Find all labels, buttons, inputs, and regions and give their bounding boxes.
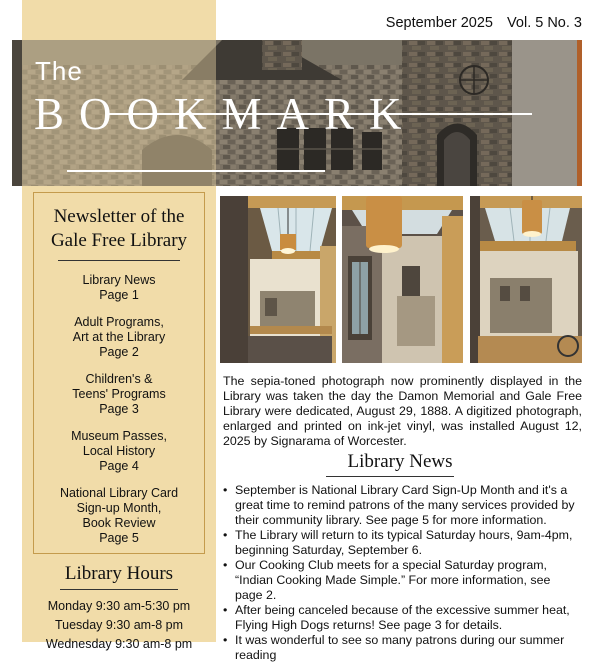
toc-line: Page 5: [99, 531, 139, 545]
toc-line: Page 3: [99, 402, 139, 416]
interior-photo-3: [470, 196, 582, 363]
toc-line: Local History: [82, 444, 156, 458]
toc-item: [34, 372, 204, 417]
contents-title-line2: Gale Free Library: [50, 230, 188, 251]
newsletter-title: BOOKMARK: [34, 89, 417, 139]
toc-item: [34, 315, 204, 360]
news-item: • September is National Library Card Sign-Up Month and it's a great time to remind patrons of the many services provided by their community library. See page 5 for more information.: [223, 483, 579, 528]
issue-volume: Vol. 5 No. 3: [507, 15, 582, 31]
toc-line: Teens' Programs: [72, 387, 166, 401]
toc-line: Book Review: [82, 516, 156, 530]
masthead-banner: [12, 40, 582, 186]
toc-line: National Library Card: [59, 486, 179, 500]
toc-list: [34, 273, 204, 546]
hours-row: Wednesday 9:30 am-8 pm: [45, 637, 193, 651]
toc-line: Art at the Library: [72, 330, 166, 344]
issue-info: [386, 15, 582, 31]
news-list: [223, 483, 579, 663]
toc-line: Children's &: [85, 372, 153, 386]
banner-rule-bottom: [67, 170, 325, 172]
table-of-contents: [33, 192, 205, 554]
news-item: • After being canceled because of the excessive summer heat, Flying High Dogs returns! See page 3 for details.: [223, 603, 579, 633]
hours-row: Tuesday 9:30 am-8 pm: [54, 618, 184, 632]
toc-item: [34, 429, 204, 474]
toc-line: Page 1: [99, 288, 139, 302]
news-rule: [326, 476, 454, 477]
news-item: • The Library will return to its typical Saturday hours, 9am-4pm, beginning Saturday, September 6.: [223, 528, 579, 558]
news-title: Library News: [347, 451, 453, 472]
news-item: • It was wonderful to see so many patrons during our summer reading: [223, 633, 579, 663]
hours-row: Monday 9:30 am-5:30 pm: [47, 599, 191, 613]
toc-line: Page 4: [99, 459, 139, 473]
interior-photo-1: [220, 196, 336, 363]
interior-photo-2: [342, 196, 463, 363]
toc-line: Museum Passes,: [71, 429, 167, 443]
toc-line: Adult Programs,: [74, 315, 164, 329]
toc-item: [34, 486, 204, 546]
contents-title: [34, 205, 204, 253]
toc-line: Page 2: [99, 345, 139, 359]
hours-rule: [60, 589, 178, 590]
news-item: • Our Cooking Club meets for a special Saturday program, “Indian Cooking Made Simple.” For more information, see page 2.: [223, 558, 579, 603]
toc-item: [34, 273, 204, 303]
toc-line: Library News: [82, 273, 156, 287]
issue-date: September 2025: [385, 15, 493, 31]
photo-caption: The sepia-toned photograph now prominently displayed in the Library was taken the day the Damon Memorial and Gale Free Library were dedicated, August 29, 1888. A digitized photograph, enlarged and printed on ink-jet vinyl, was installed August 12, 2025 by Signarama of Worcester.: [223, 374, 582, 448]
hours-title: Library Hours: [64, 563, 174, 584]
banner-the: The: [35, 56, 83, 86]
toc-line: Sign-up Month,: [76, 501, 162, 515]
contents-title-line1: Newsletter of the: [53, 206, 185, 227]
contents-rule: [58, 260, 180, 261]
hours-list: [22, 597, 216, 654]
